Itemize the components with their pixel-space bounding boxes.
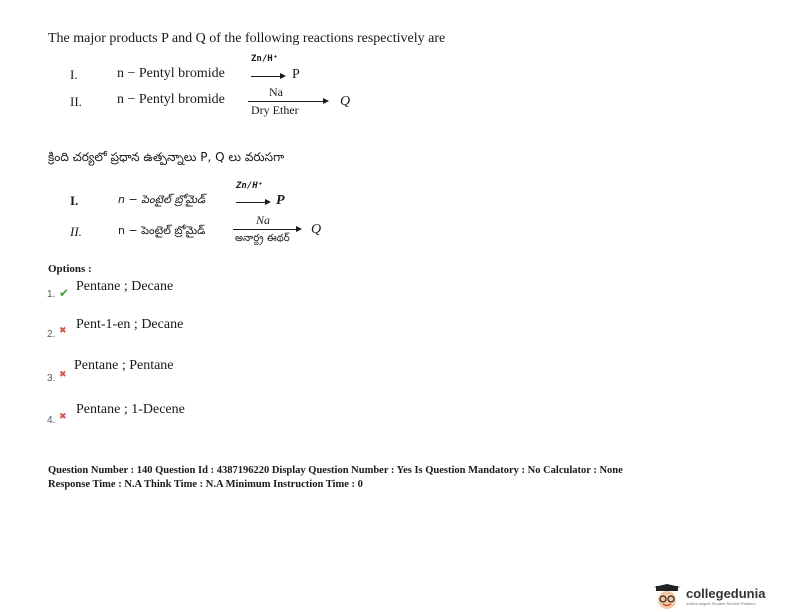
- reaction-1-numeral-te: I.: [70, 193, 79, 208]
- cross-icon: ✖: [59, 412, 67, 422]
- question-meta-line-2: Response Time : N.A Think Time : N.A Minimum Instruction Time : 0: [48, 479, 363, 490]
- reaction-1-reactant-te: n − పెంటైల్ బ్రోమైడ్: [118, 193, 206, 206]
- brand-name: collegedunia: [686, 586, 766, 601]
- reaction-2-arrow-en: [248, 101, 324, 102]
- reaction-1-arrow-en: [251, 76, 281, 77]
- option-3-number: 3.: [47, 373, 56, 384]
- option-2-number: 2.: [47, 329, 56, 340]
- reaction-2-condition-above-te: Na: [256, 213, 271, 227]
- reaction-2-arrow-te: [233, 229, 297, 230]
- check-icon: ✔: [59, 286, 70, 300]
- reaction-1-condition-en: Zn/H⁺: [251, 54, 279, 64]
- mascot-icon: [652, 584, 682, 610]
- question-meta-line-1: Question Number : 140 Question Id : 4387196220 Display Question Number : Yes Is Question Mandatory : No Calculator : None: [48, 465, 623, 476]
- option-4-number: 4.: [47, 415, 56, 426]
- reaction-2-product-en: Q: [340, 94, 351, 109]
- reaction-2-numeral-te: II.: [70, 224, 82, 239]
- option-4-text[interactable]: Pentane ; 1-Decene: [76, 402, 185, 417]
- reaction-2-product-te: Q: [311, 222, 322, 237]
- reaction-1-reactant-en: n − Pentyl bromide: [117, 66, 225, 81]
- option-3-text[interactable]: Pentane ; Pentane: [74, 358, 174, 373]
- reaction-2-reactant-en: n − Pentyl bromide: [117, 92, 225, 107]
- question-title-en: The major products P and Q of the following reactions respectively are: [48, 31, 446, 46]
- options-label: Options :: [48, 263, 92, 275]
- reaction-2-condition-below-te: అనార్ద్ర ఈథర్: [235, 233, 290, 244]
- option-1-text[interactable]: Pentane ; Decane: [76, 279, 174, 294]
- option-1-number: 1.: [47, 289, 56, 300]
- reaction-2-numeral-en: II.: [70, 94, 82, 109]
- reaction-2-condition-above-en: Na: [269, 85, 283, 99]
- collegedunia-logo: [652, 583, 792, 612]
- reaction-1-numeral-en: I.: [70, 67, 78, 82]
- question-title-te: క్రింది చర్యలో ప్రధాన ఉత్పన్నాలు P, Q లు వరుసగా: [48, 150, 285, 164]
- reaction-2-condition-below-en: Dry Ether: [251, 103, 299, 117]
- cross-icon: ✖: [59, 370, 67, 380]
- reaction-1-product-en: P: [292, 67, 300, 82]
- option-2-text[interactable]: Pent-1-en ; Decane: [76, 317, 184, 332]
- reaction-1-arrow-te: [236, 202, 266, 203]
- reaction-1-product-te: P: [276, 193, 285, 208]
- reaction-1-condition-te: Zn/H⁺: [236, 181, 264, 191]
- reaction-2-reactant-te: n − పెంటైల్ బ్రోమైడ్: [118, 224, 206, 237]
- cross-icon: ✖: [59, 326, 67, 336]
- brand-tagline: India's largest Student Review Platform: [686, 601, 756, 606]
